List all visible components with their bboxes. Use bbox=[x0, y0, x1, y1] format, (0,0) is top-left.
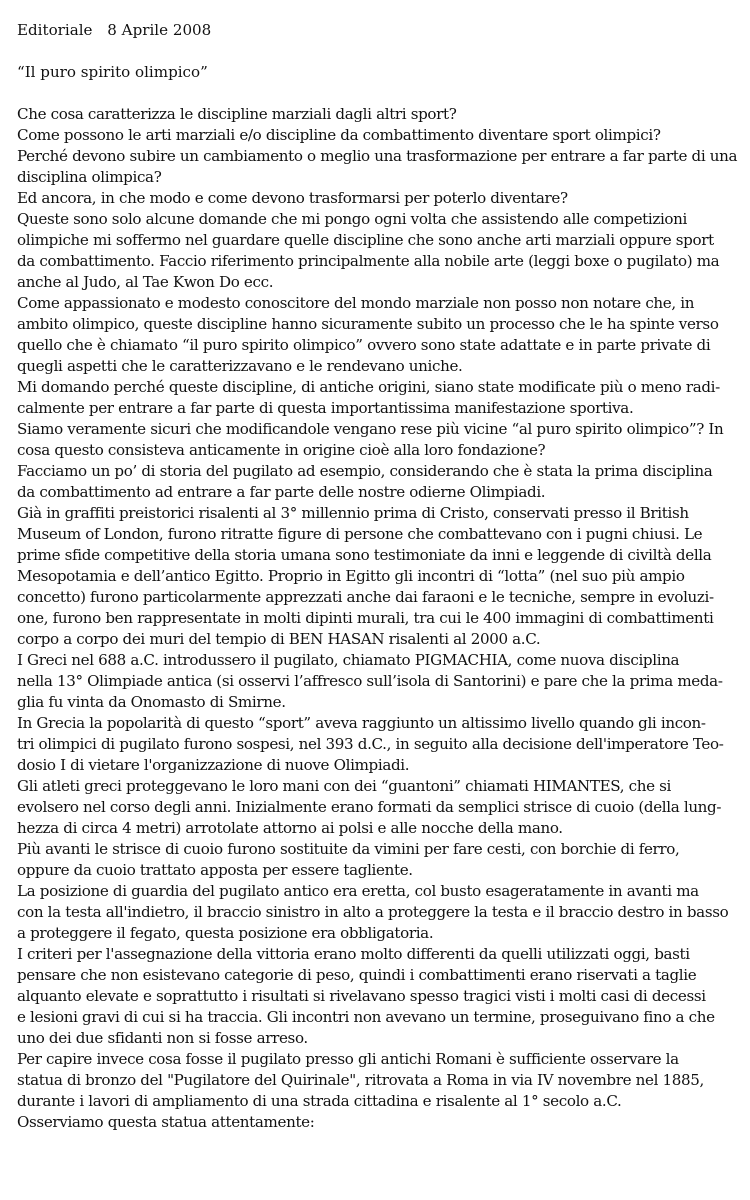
body-line: Mesopotamia e dell’antico Egitto. Proprio in Egitto gli incontri di “lotta” (nel suo più ampio bbox=[17, 567, 685, 585]
body-line: La posizione di guardia del pugilato antico era eretta, col busto esageratamente in avanti ma bbox=[17, 882, 699, 900]
body-line: disciplina olimpica? bbox=[17, 168, 162, 186]
body-line: Ed ancora, in che modo e come devono trasformarsi per poterlo diventare? bbox=[17, 189, 568, 207]
body-line: Osserviamo questa statua attentamente: bbox=[17, 1113, 315, 1131]
body-line: prime sfide competitive della storia umana sono testimoniate da inni e leggende di civiltà della bbox=[17, 546, 712, 564]
body-line: Come possono le arti marziali e/o discipline da combattimento diventare sport olimpici? bbox=[17, 126, 661, 144]
body-line: Facciamo un po’ di storia del pugilato ad esempio, considerando che è stata la prima disciplina bbox=[17, 462, 713, 480]
body-line: pensare che non esistevano categorie di peso, quindi i combattimenti erano riservati a taglie bbox=[17, 966, 697, 984]
editorial-header bbox=[17, 20, 739, 41]
body-line: durante i lavori di ampliamento di una strada cittadina e risalente al 1° secolo a.C. bbox=[17, 1092, 622, 1110]
body-line: dosio I di vietare l'organizzazione di nuove Olimpiadi. bbox=[17, 756, 410, 774]
body-line: Perché devono subire un cambiamento o meglio una trasformazione per entrare a far parte di una bbox=[17, 147, 738, 165]
body-line: Già in graffiti preistorici risalenti al 3° millennio prima di Cristo, conservati presso il British bbox=[17, 504, 689, 522]
editorial-page bbox=[17, 20, 739, 1133]
body-line: uno dei due sfidanti non si fosse arreso. bbox=[17, 1029, 308, 1047]
body-line: quegli aspetti che le caratterizzavano e le rendevano uniche. bbox=[17, 357, 463, 375]
body-line: ambito olimpico, queste discipline hanno sicuramente subito un processo che le ha spinte verso bbox=[17, 315, 719, 333]
body-line: oppure da cuoio trattato apposta per essere tagliente. bbox=[17, 861, 413, 879]
body-line: Per capire invece cosa fosse il pugilato presso gli antichi Romani è sufficiente osservare la bbox=[17, 1050, 679, 1068]
body-line: cosa questo consisteva anticamente in origine cioè alla loro fondazione? bbox=[17, 441, 546, 459]
body-line: Mi domando perché queste discipline, di antiche origini, siano state modificate più o meno radi- bbox=[17, 378, 720, 396]
body-line: quello che è chiamato “il puro spirito olimpico” ovvero sono state adattate e in parte private di bbox=[17, 336, 711, 354]
body-line: statua di bronzo del "Pugilatore del Quirinale", ritrovata a Roma in via IV novembre nel 1885, bbox=[17, 1071, 704, 1089]
article-body bbox=[17, 104, 739, 1133]
section-label: Editoriale bbox=[17, 21, 93, 39]
body-line: tri olimpici di pugilato furono sospesi, nel 393 d.C., in seguito alla decisione dell'imperatore Teo- bbox=[17, 735, 724, 753]
body-line: evolsero nel corso degli anni. Inizialmente erano formati da semplici strisce di cuoio (della lung- bbox=[17, 798, 722, 816]
body-line: da combattimento. Faccio riferimento principalmente alla nobile arte (leggi boxe o pugilato) ma bbox=[17, 252, 720, 270]
body-line: e lesioni gravi di cui si ha traccia. Gli incontri non avevano un termine, proseguivano fino a che bbox=[17, 1008, 715, 1026]
body-line: I criteri per l'assegnazione della vittoria erano molto differenti da quelli utilizzati oggi, basti bbox=[17, 945, 690, 963]
publication-date: 8 Aprile 2008 bbox=[107, 21, 212, 39]
body-line: a proteggere il fegato, questa posizione era obbligatoria. bbox=[17, 924, 434, 942]
body-line: Più avanti le strisce di cuoio furono sostituite da vimini per fare cesti, con borchie di ferro, bbox=[17, 840, 680, 858]
body-line: Museum of London, furono ritratte figure di persone che combattevano con i pugni chiusi. Le bbox=[17, 525, 703, 543]
body-line: Queste sono solo alcune domande che mi pongo ogni volta che assistendo alle competizioni bbox=[17, 210, 688, 228]
body-line: calmente per entrare a far parte di questa importantissima manifestazione sportiva. bbox=[17, 399, 634, 417]
body-line: glia fu vinta da Onomasto di Smirne. bbox=[17, 693, 286, 711]
body-line: one, furono ben rappresentate in molti dipinti murali, tra cui le 400 immagini di combattimenti bbox=[17, 609, 714, 627]
body-line: Gli atleti greci proteggevano le loro mani con dei “guantoni” chiamati HIMANTES, che si bbox=[17, 777, 672, 795]
article-title: “Il puro spirito olimpico” bbox=[17, 63, 208, 81]
body-line: In Grecia la popolarità di questo “sport” aveva raggiunto un altissimo livello quando gli incon- bbox=[17, 714, 706, 732]
body-line: olimpiche mi soffermo nel guardare quelle discipline che sono anche arti marziali oppure sport bbox=[17, 231, 714, 249]
body-line: Che cosa caratterizza le discipline marziali dagli altri sport? bbox=[17, 105, 457, 123]
body-line: alquanto elevate e soprattutto i risultati si rivelavano spesso tragici visti i molti casi di decessi bbox=[17, 987, 706, 1005]
body-line: anche al Judo, al Tae Kwon Do ecc. bbox=[17, 273, 274, 291]
body-line: concetto) furono particolarmente apprezzati anche dai faraoni e le tecniche, sempre in evoluzi- bbox=[17, 588, 714, 606]
body-line: con la testa all'indietro, il braccio sinistro in alto a proteggere la testa e il braccio destro in basso bbox=[17, 903, 729, 921]
body-line: corpo a corpo dei muri del tempio di BEN HASAN risalenti al 2000 a.C. bbox=[17, 630, 541, 648]
title-spacer bbox=[17, 83, 739, 104]
body-line: Come appassionato e modesto conoscitore del mondo marziale non posso non notare che, in bbox=[17, 294, 695, 312]
body-line: hezza di circa 4 metri) arrotolate attorno ai polsi e alle nocche della mano. bbox=[17, 819, 563, 837]
body-line: I Greci nel 688 a.C. introdussero il pugilato, chiamato PIGMACHIA, come nuova disciplina bbox=[17, 651, 680, 669]
body-line: Siamo veramente sicuri che modificandole vengano rese più vicine “al puro spirito olimpico”? In bbox=[17, 420, 724, 438]
body-line: nella 13° Olimpiade antica (si osservi l’affresco sull’isola di Santorini) e pare che la prima meda- bbox=[17, 672, 723, 690]
body-line: da combattimento ad entrare a far parte delle nostre odierne Olimpiadi. bbox=[17, 483, 546, 501]
